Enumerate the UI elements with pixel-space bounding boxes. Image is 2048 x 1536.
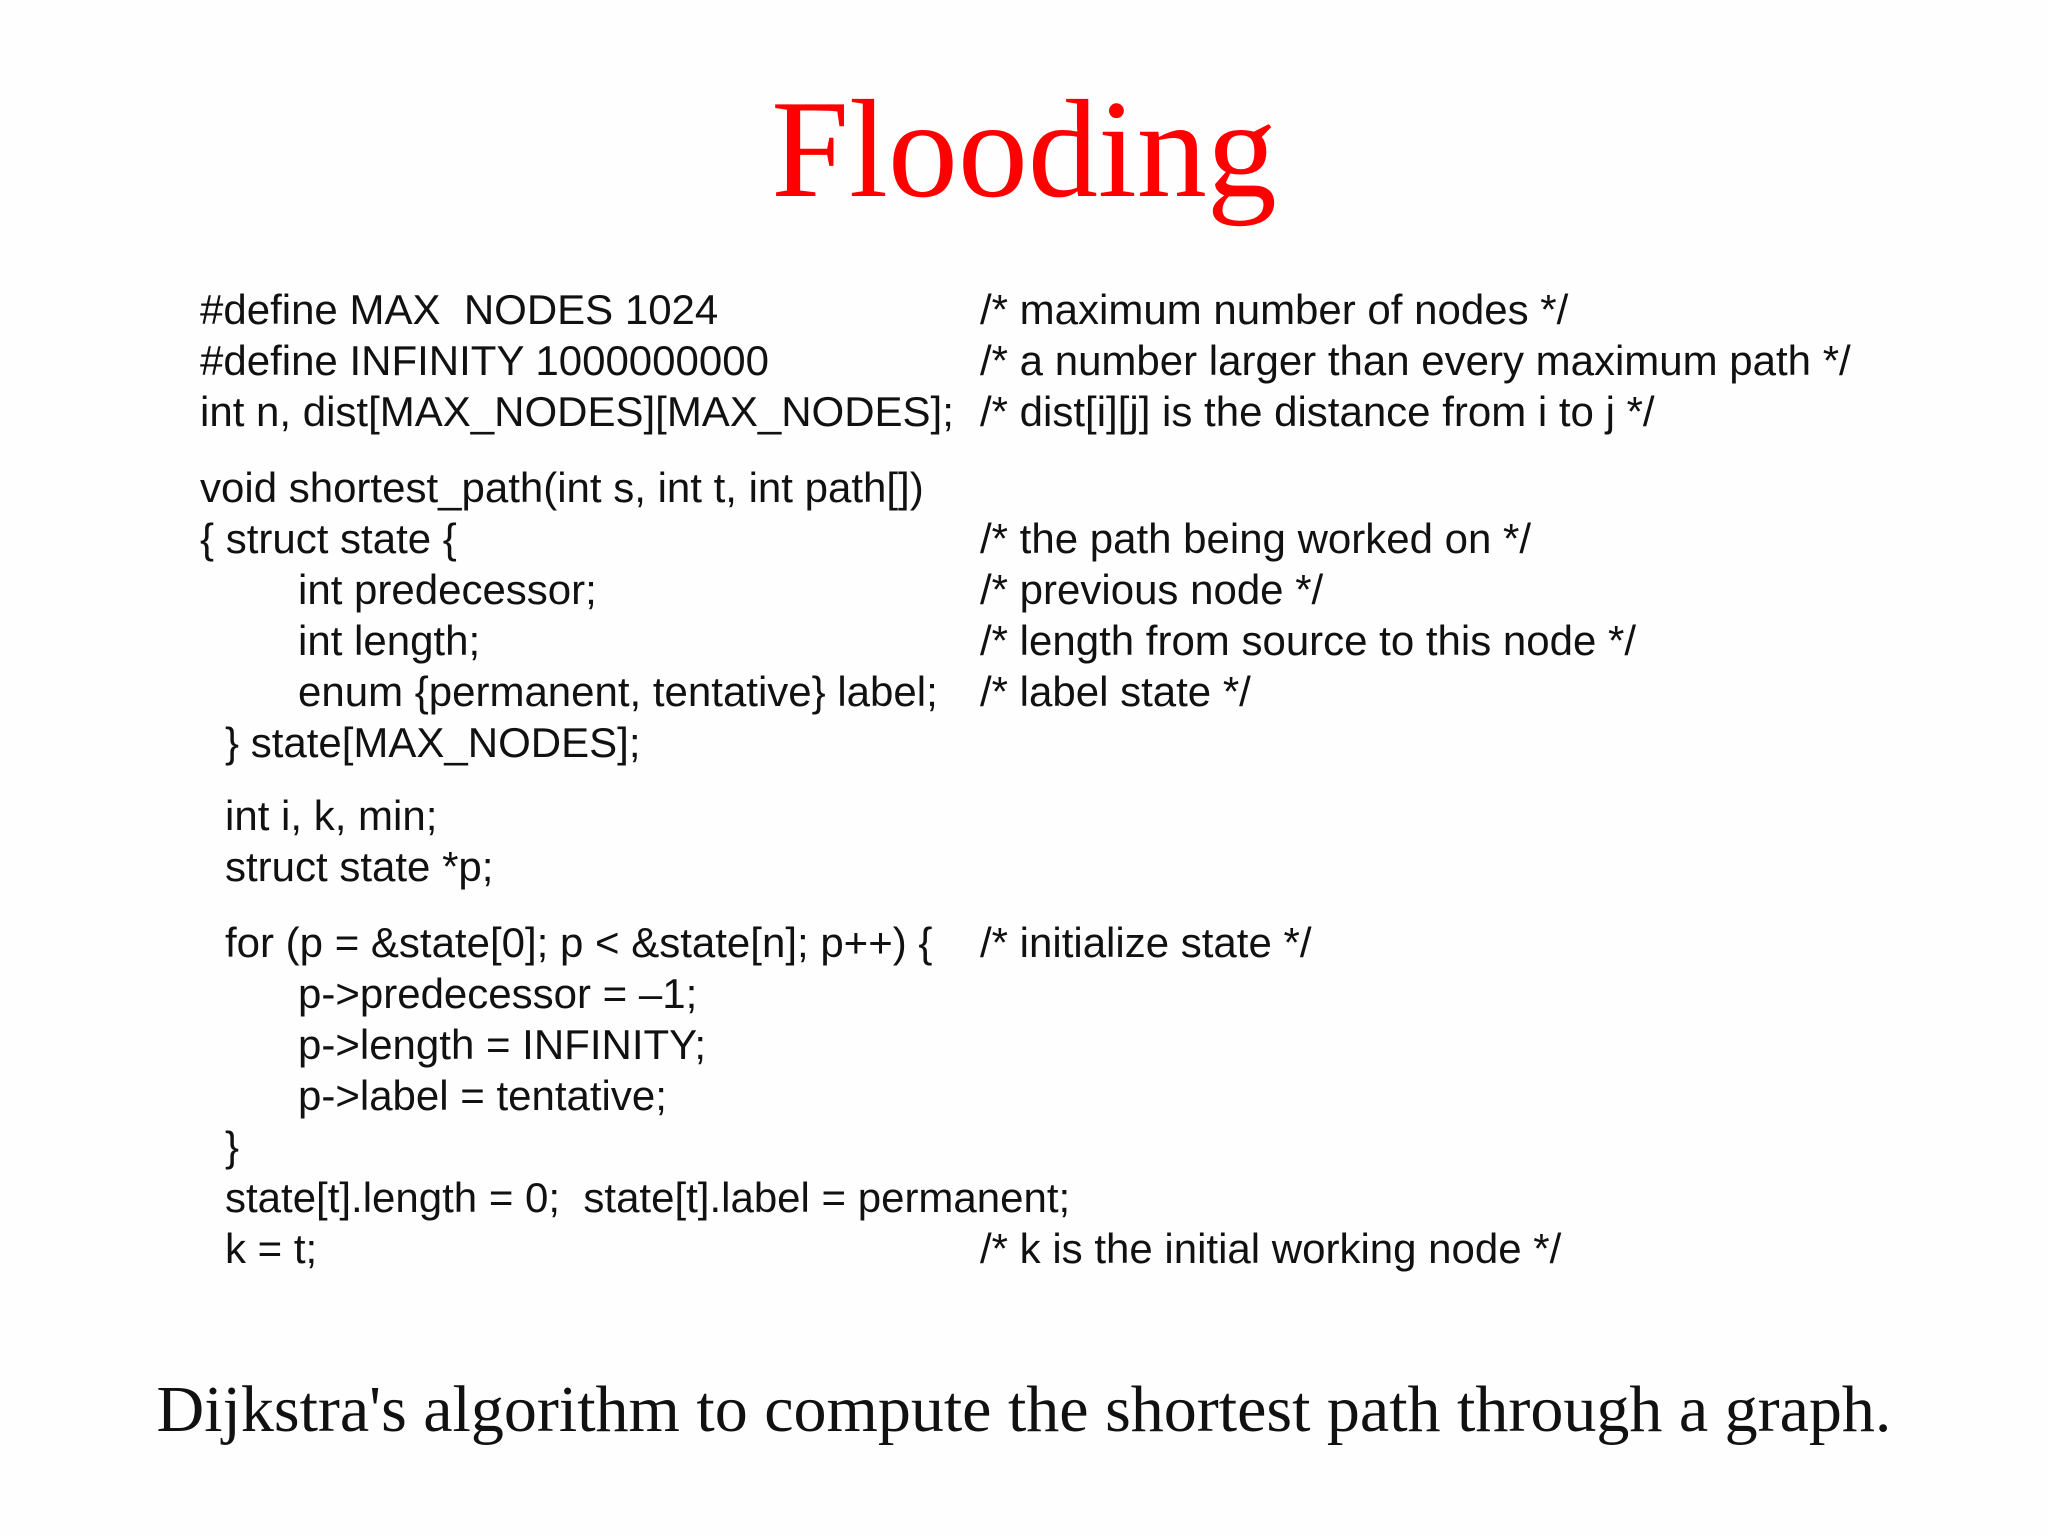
code-line: enum {permanent, tentative} label; (298, 668, 938, 715)
code-line: int length; (298, 617, 481, 664)
code-line: int i, k, min; (225, 792, 438, 839)
code-line: p->length = INFINITY; (298, 1021, 707, 1068)
slide-title: Flooding (771, 72, 1277, 227)
code-comment: /* initialize state */ (980, 919, 1312, 966)
slide-caption: Dijkstra's algorithm to compute the shortest path through a graph. (156, 1373, 1892, 1446)
code-line: p->predecessor = –1; (298, 970, 698, 1017)
code-line: struct state *p; (225, 843, 494, 890)
code-line: k = t; (225, 1225, 318, 1272)
code-line: p->label = tentative; (298, 1072, 667, 1119)
code-comment: /* a number larger than every maximum path */ (980, 337, 1851, 384)
code-line: void shortest_path(int s, int t, int path[]) (200, 464, 924, 511)
code-comment: /* the path being worked on */ (980, 515, 1532, 562)
code-line: } (225, 1123, 240, 1170)
code-line: int n, dist[MAX_NODES][MAX_NODES]; (200, 388, 954, 435)
code-line: for (p = &state[0]; p < &state[n]; p++) { (225, 919, 933, 966)
code-line: state[t].length = 0; state[t].label = permanent; (225, 1174, 1071, 1221)
code-line: { struct state { (200, 515, 457, 562)
code-comment: /* k is the initial working node */ (980, 1225, 1562, 1272)
code-comment: /* previous node */ (980, 566, 1324, 613)
code-comment: /* dist[i][j] is the distance from i to j */ (980, 388, 1655, 435)
code-line: int predecessor; (298, 566, 597, 613)
code-comment: /* maximum number of nodes */ (980, 286, 1569, 333)
code-line: } state[MAX_NODES]; (225, 719, 641, 766)
code-comment: /* label state */ (980, 668, 1251, 715)
code-line: #define MAX NODES 1024 (200, 286, 719, 333)
code-comment: /* length from source to this node */ (980, 617, 1637, 664)
code-line: #define INFINITY 1000000000 (200, 337, 769, 384)
